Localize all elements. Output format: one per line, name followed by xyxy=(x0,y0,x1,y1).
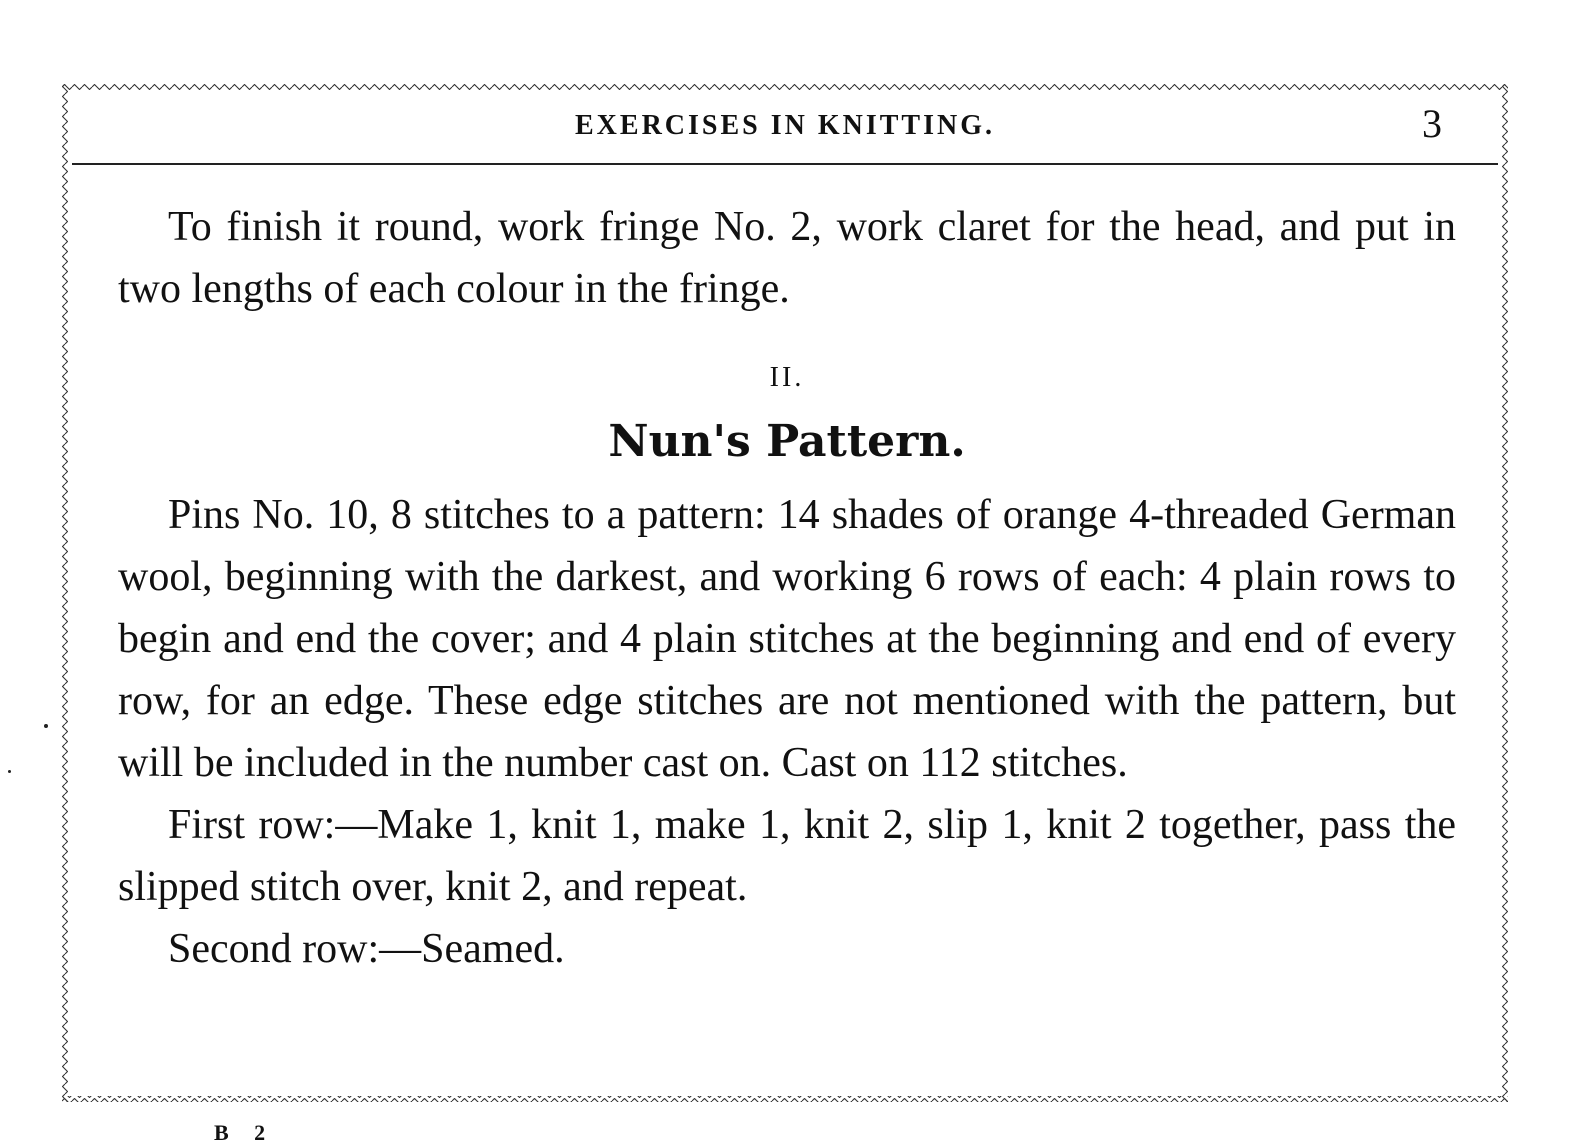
second-row-paragraph: Second row:—Seamed. xyxy=(168,926,565,972)
page-number: 3 xyxy=(1422,101,1442,146)
ink-speck xyxy=(44,724,48,728)
body-text xyxy=(118,196,1456,980)
header-rule xyxy=(72,163,1498,165)
intro-paragraph: To finish it round, work fringe No. 2, work claret for the head, and put in two lengths of each colour in the fringe. xyxy=(118,204,1456,312)
instructions-paragraph: Pins No. 10, 8 stitches to a pattern: 14 shades of orange 4-threaded German wool, beginning with the darkest, and working 6 rows of each: 4 plain rows to begin and end the cover; and 4 plain stitches at the beginning and end of every row, for an edge. These edge stitches are not mentioned with the pattern, but will be included in the number cast on. Cast on 112 stitches. xyxy=(118,492,1456,786)
ink-speck xyxy=(8,770,11,773)
page-frame xyxy=(62,84,1508,1102)
running-head xyxy=(62,84,1508,164)
first-row-paragraph: First row:—Make 1, knit 1, make 1, knit 2, slip 1, knit 2 together, pass the slipped stitch over, knit 2, and repeat. xyxy=(118,802,1456,910)
section-number: II. xyxy=(769,362,805,393)
signature-mark: B 2 xyxy=(214,1120,276,1145)
section-title: Nun's Pattern. xyxy=(608,416,966,467)
running-title: EXERCISES IN KNITTING. xyxy=(575,110,995,141)
